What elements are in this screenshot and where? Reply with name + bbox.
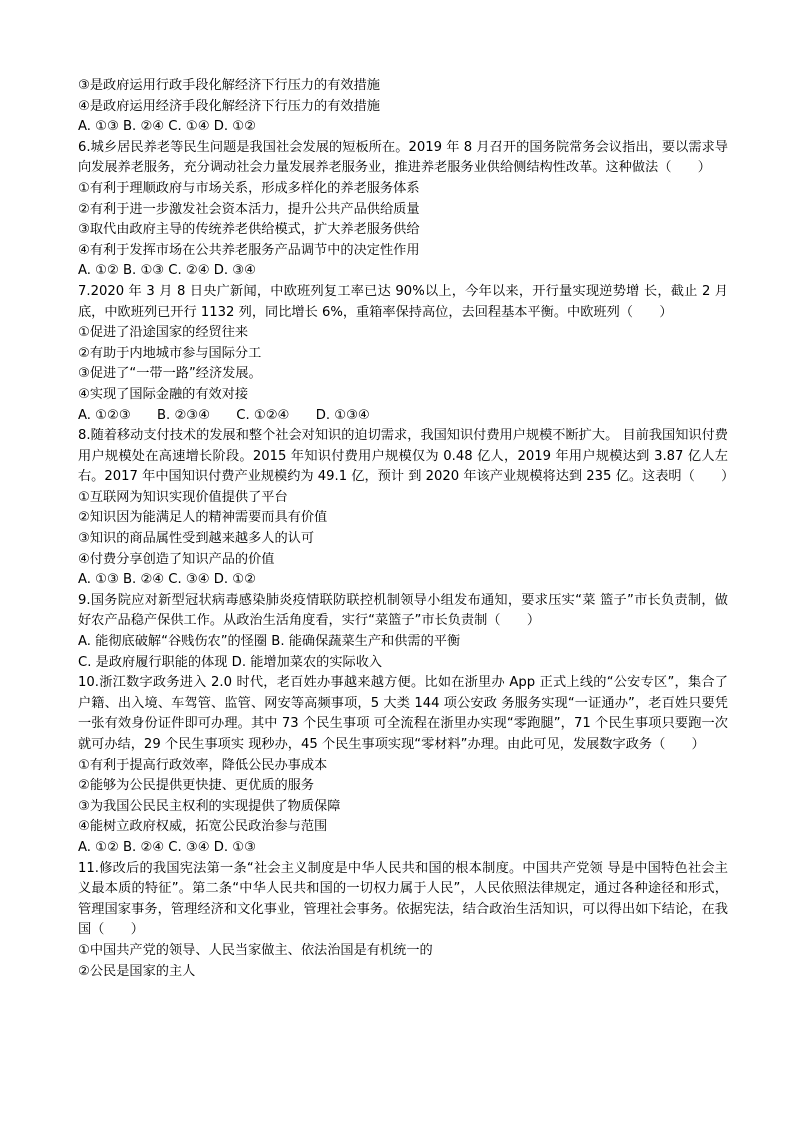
question-stem: 9.国务院应对新型冠状病毒感染肺炎疫情联防联控机制领导小组发布通知，要求压实“菜 篮子”市长负责制，做好农产品稳产保供工作。从政治生活角度看，实行“菜篮子”市长负责制（ ） bbox=[78, 592, 728, 629]
option-line: ①中国共产党的领导、人民当家做主、依法治国是有机统一的 bbox=[78, 942, 433, 958]
question-7 bbox=[78, 282, 728, 426]
answer-options: A. ①②③ B. ②③④ C. ①②④ D. ①③④ bbox=[78, 407, 370, 423]
option-line: ②知识因为能满足人的精神需要而具有价值 bbox=[78, 510, 328, 526]
option-line: ①互联网为知识实现价值提供了平台 bbox=[78, 489, 288, 505]
option-line: ③知识的商品属性受到越来越多人的认可 bbox=[78, 531, 315, 547]
exam-page bbox=[78, 76, 735, 982]
answer-options: A. ①② B. ①③ C. ②④ D. ③④ bbox=[78, 263, 256, 279]
question-9 bbox=[78, 591, 728, 673]
option-line: ①有利于提高行政效率，降低公民办事成本 bbox=[78, 757, 328, 773]
question-stem: 11.修改后的我国宪法第一条“社会主义制度是中华人民共和国的根本制度。中国共产党领 导是中国特色社会主义最本质的特征”。第二条“中华人民共和国的一切权力属于人民”，人民依照法律规定，通过各种途径和形式，管理国家事务，管理经济和文化事业，管理社会事务。依据宪法，结合政治生活知识，可以得出如下结论，在我国（ ） bbox=[78, 860, 728, 938]
option-line: ①有利于理顺政府与市场关系，形成多样化的养老服务体系 bbox=[78, 180, 420, 196]
question-stem: 10.浙江数字政务进入 2.0 时代，老百姓办事越来越方便。比如在浙里办 App 正式上线的“公安专区”，集合了户籍、出入境、车驾管、监管、网安等高频事项，5 大类 144 项公安政 务服务实现“一证通办”，老百姓只要凭一张有效身份证件即可办理。其中 73 个民生事项 可全流程在浙里办实现“零跑腿”，71 个民生事项只要跑一次就可办结，29 个民生事项实 现秒办，45 个民生事项实现“零材料”办理。由此可见，发展数字政务（ ） bbox=[78, 675, 728, 752]
answer-options: A. ①③ B. ②④ C. ①④ D. ①② bbox=[78, 119, 256, 135]
option-line: ③为我国公民民主权利的实现提供了物质保障 bbox=[78, 798, 341, 814]
answer-options: A. 能彻底破解“谷贱伤农”的怪圈 B. 能确保蔬菜生产和供需的平衡 bbox=[78, 634, 461, 650]
question-11 bbox=[78, 859, 728, 983]
question-stem: 7.2020 年 3 月 8 日央广新闻，中欧班列复工率已达 90%以上，今年以来，开行量实现逆势增 长，截止 2 月底，中欧班列已开行 1132 列，同比增长 6%，重箱率保持高位，去回程基本平衡。中欧班列（ ） bbox=[78, 283, 728, 320]
answer-options: A. ①② B. ②④ C. ③④ D. ①③ bbox=[78, 839, 256, 855]
option-line: ②有助于内地城市参与国际分工 bbox=[78, 345, 262, 361]
question-stem: 6.城乡居民养老等民生问题是我国社会发展的短板所在。2019 年 8 月召开的国务院常务会议指出，要以需求导向发展养老服务，充分调动社会力量发展养老服务业，推进养老服务业供给侧结构性改革。这种做法（ ） bbox=[78, 139, 728, 176]
option-line: ②有利于进一步激发社会资本活力，提升公共产品供给质量 bbox=[78, 201, 420, 217]
option-line: ③取代由政府主导的传统养老供给模式，扩大养老服务供给 bbox=[78, 222, 420, 238]
question-6 bbox=[78, 138, 728, 282]
question-10 bbox=[78, 673, 728, 858]
answer-options: C. 是政府履行职能的体现 D. 能增加菜农的实际收入 bbox=[78, 654, 383, 670]
option-line: ④有利于发挥市场在公共养老服务产品调节中的决定性作用 bbox=[78, 242, 420, 258]
option-line: ④实现了国际金融的有效对接 bbox=[78, 386, 249, 402]
option-line: ④付费分享创造了知识产品的价值 bbox=[78, 551, 275, 567]
option-line: ②公民是国家的主人 bbox=[78, 963, 196, 979]
option-line: ①促进了沿途国家的经贸往来 bbox=[78, 325, 249, 341]
option-line: ③是政府运用行政手段化解经济下行压力的有效措施 bbox=[78, 78, 380, 93]
option-line: ④能树立政府权威，拓宽公民政治参与范围 bbox=[78, 819, 328, 835]
option-line: ③促进了“一带一路”经济发展。 bbox=[78, 366, 262, 382]
question-8 bbox=[78, 426, 735, 591]
answer-options: A. ①③ B. ②④ C. ③④ D. ①② bbox=[78, 572, 256, 588]
option-line: ②能够为公民提供更快捷、更优质的服务 bbox=[78, 778, 315, 794]
option-line: ④是政府运用经济手段化解经济下行压力的有效措施 bbox=[78, 98, 380, 114]
question-stem: 8.随着移动支付技术的发展和整个社会对知识的迫切需求，我国知识付费用户规模不断扩大。 目前我国知识付费用户规模处在高速增长阶段。2015 年知识付费用户规模仅为 0.48 亿人，2019 年用户规模达到 3.87 亿人左右。2017 年中国知识付费产业规模约为 49.1 亿，预计 到 2020 年该产业规模将达到 235 亿。这表明（ ） bbox=[78, 428, 735, 485]
